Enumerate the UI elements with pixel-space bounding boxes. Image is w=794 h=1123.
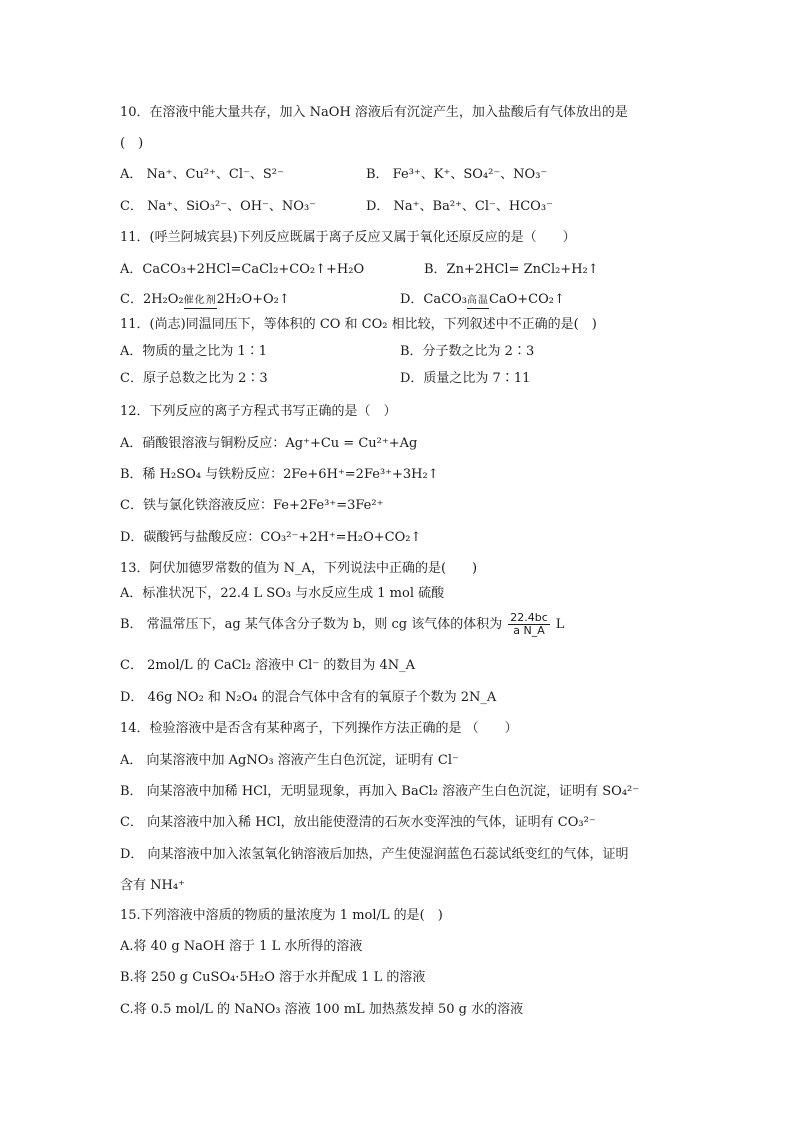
q15-option-b: B.将 250 g CuSO₄·5H₂O 溶于水并配成 1 L 的溶液 bbox=[120, 970, 426, 985]
q11a-option-d-product: CaO+CO₂↑ bbox=[488, 292, 565, 307]
q12-stem: 12．下列反应的离子方程式书写正确的是（ ） bbox=[120, 404, 397, 419]
q15-option-a: A.将 40 g NaOH 溶于 1 L 水所得的溶液 bbox=[120, 939, 363, 954]
high-temperature-condition-label: 高温 bbox=[467, 292, 489, 310]
q15-stem: 15.下列溶液中溶质的物质的量浓度为 1 mol/L 的是( ) bbox=[120, 908, 443, 923]
q14-option-d-line2: 含有 NH₄⁺ bbox=[120, 878, 185, 893]
q13-option-a: A．标准状况下，22.4 L SO₃ 与水反应生成 1 mol 硫酸 bbox=[120, 586, 445, 601]
q10-stem: 10．在溶液中能大量共存，加入 NaOH 溶液后有沉淀产生，加入盐酸后有气体放出的是 bbox=[120, 105, 628, 120]
fraction-denominator: a N_A bbox=[513, 624, 545, 637]
volume-fraction bbox=[508, 612, 550, 637]
q14-option-c: C． 向某溶液中加入稀 HCl，放出能使澄清的石灰水变浑浊的气体，证明有 CO₃²⁻ bbox=[120, 815, 596, 830]
q14-option-b: B． 向某溶液中加稀 HCl，无明显现象，再加入 BaCl₂ 溶液产生白色沉淀，证明有 SO₄²⁻ bbox=[120, 784, 640, 799]
fraction-numerator: 22.4bc bbox=[510, 611, 548, 624]
q11a-option-d-reactant: D．CaCO₃ bbox=[400, 292, 467, 307]
q13-option-d: D． 46g NO₂ 和 N₂O₄ 的混合气体中含有的氧原子个数为 2N_A bbox=[120, 690, 497, 705]
q13-option-b-text: B． 常温常压下，ag 某气体含分子数为 b，则 cg 该气体的体积为 bbox=[120, 617, 503, 632]
q10-option-a: A． Na⁺、Cu²⁺、Cl⁻、S²⁻ bbox=[120, 167, 284, 182]
q12-option-d: D．碳酸钙与盐酸反应：CO₃²⁻+2H⁺=H₂O+CO₂↑ bbox=[120, 530, 422, 545]
q11a-option-c bbox=[120, 291, 290, 310]
q11a-option-c-reactant: C．2H₂O₂ bbox=[120, 292, 184, 307]
q11b-option-b: B．分子数之比为 2∶3 bbox=[400, 344, 535, 359]
q11b-option-c: C．原子总数之比为 2∶3 bbox=[120, 371, 268, 386]
q11a-option-c-product: 2H₂O+O₂↑ bbox=[216, 292, 290, 307]
q13-option-b bbox=[120, 612, 564, 637]
q15-option-c: C.将 0.5 mol/L 的 NaNO₃ 溶液 100 mL 加热蒸发掉 50 g 水的溶液 bbox=[120, 1002, 524, 1017]
q14-stem: 14．检验溶液中是否含有某种离子，下列操作方法正确的是 （ ） bbox=[120, 721, 518, 736]
q11a-option-a: A．CaCO₃+2HCl=CaCl₂+CO₂↑+H₂O bbox=[120, 262, 365, 277]
q13-option-b-unit: L bbox=[555, 617, 565, 632]
q13-stem: 13．阿伏加德罗常数的值为 N_A，下列说法中正确的是( ) bbox=[120, 561, 478, 576]
q11a-option-b: B．Zn+2HCl= ZnCl₂+H₂↑ bbox=[424, 262, 599, 277]
q12-option-a: A．硝酸银溶液与铜粉反应：Ag⁺+Cu = Cu²⁺+Ag bbox=[120, 436, 418, 451]
q12-option-b: B．稀 H₂SO₄ 与铁粉反应：2Fe+6H⁺=2Fe³⁺+3H₂↑ bbox=[120, 467, 439, 482]
q12-option-c: C．铁与氯化铁溶液反应：Fe+2Fe³⁺=3Fe²⁺ bbox=[120, 498, 384, 513]
q11b-stem: 11．(尚志)同温同压下，等体积的 CO 和 CO₂ 相比较，下列叙述中不正确的是( ) bbox=[120, 317, 597, 332]
q11b-option-d: D．质量之比为 7∶11 bbox=[400, 371, 531, 386]
catalyst-condition-label: 催化剂 bbox=[184, 292, 217, 310]
q10-option-d: D． Na⁺、Ba²⁺、Cl⁻、HCO₃⁻ bbox=[366, 199, 553, 214]
q14-option-d-line1: D． 向某溶液中加入浓氢氧化钠溶液后加热，产生使湿润蓝色石蕊试纸变红的气体，证明 bbox=[120, 847, 629, 862]
q13-option-c: C． 2mol/L 的 CaCl₂ 溶液中 Cl⁻ 的数目为 4N_A bbox=[120, 658, 415, 673]
q11a-stem: 11．(呼兰阿城宾县)下列反应既属于离子反应又属于氧化还原反应的是（ ） bbox=[120, 230, 576, 245]
q11b-option-a: A．物质的量之比为 1∶1 bbox=[120, 344, 268, 359]
q10-option-c: C． Na⁺、SiO₃²⁻、OH⁻、NO₃⁻ bbox=[120, 199, 317, 214]
q10-answer-paren: ( ) bbox=[120, 136, 144, 151]
q11a-option-d bbox=[400, 291, 565, 310]
q14-option-a: A． 向某溶液中加 AgNO₃ 溶液产生白色沉淀，证明有 Cl⁻ bbox=[120, 753, 459, 768]
q10-option-b: B． Fe³⁺、K⁺、SO₄²⁻、NO₃⁻ bbox=[366, 167, 548, 182]
